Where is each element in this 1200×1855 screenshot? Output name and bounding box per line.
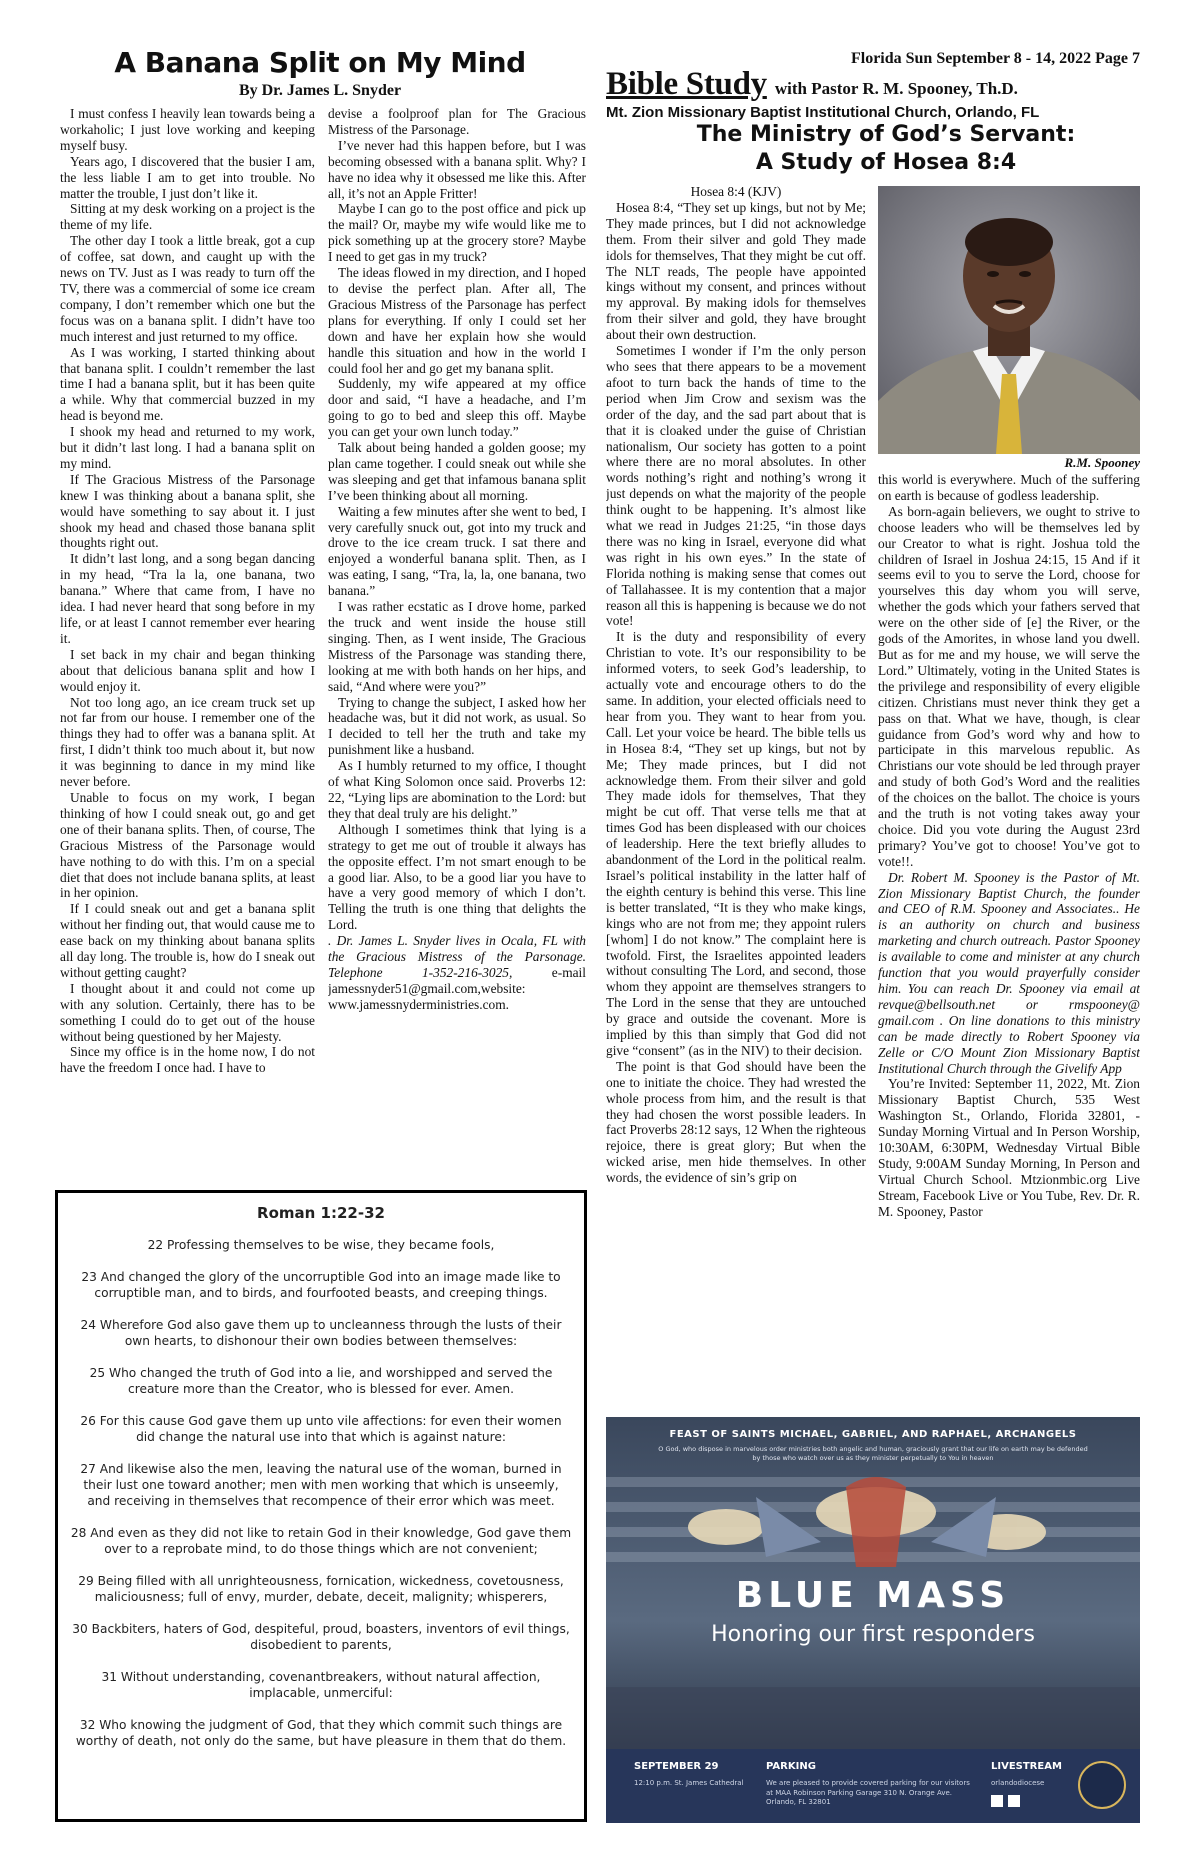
ad-parking-label: PARKING — [766, 1761, 816, 1772]
pastor-photo — [878, 186, 1140, 454]
blue-mass-advertisement — [606, 1417, 1140, 1823]
paragraph: Sitting at my desk working on a project is the theme of my life. — [60, 201, 315, 233]
verse: 32 Who knowing the judgment of God, that they which commit such things are worthy of death, not only do the same, but have pleasure in them that do them. — [75, 1718, 567, 1748]
verse: 29 Being filled with all unrighteousness, fornication, wickedness, covetousness, maliciousness; full of envy, murder, debate, deceit, malignity; whisperers, — [78, 1574, 564, 1604]
scripture-heading: Hosea 8:4 (KJV) — [690, 184, 782, 199]
article-column-2 — [328, 106, 586, 1181]
paragraph: If The Gracious Mistress of the Parsonage knew I was thinking about a banana split, she would have something to say about it. I just shook my head and chased those banana split thoughts right out. — [60, 471, 315, 551]
author-contact: e-mail jamessnyder51@gmail.com,website: www.jamessnyderministries.com. — [328, 964, 586, 1012]
paragraph: Although I sometimes think that lying is a strategy to get me out of trouble it always has the opposite effect. I’m not smart enough to be a good liar. Also, to be a good liar you have to have a very good memory of which I don’t. Telling the truth is one thing that delights the Lord. — [328, 821, 586, 933]
ad-date-detail: 12:10 p.m. St. James Cathedral — [634, 1779, 744, 1787]
church-name: Mt. Zion Missionary Baptist Institutional Church, Orlando, FL — [606, 104, 1040, 121]
paragraph: Unable to focus on my work, I began thinking of how I could sneak out, go and get one of their banana splits. Then, of course, The Gracious Mistress of the Parsonage would have nothing to do with this. I’m on a special diet that does not include banana splits, at least in her opinion. — [60, 789, 315, 901]
paragraph: As I humbly returned to my office, I thought of what King Solomon once said. Proverbs 12: 22, “Lying lips are abomination to the Lord: but they that deal truly are his delight.” — [328, 758, 586, 821]
author-bio — [328, 933, 586, 1013]
paragraph: Hosea 8:4, “They set up kings, but not by Me; They made princes, but I did not acknowledge them. From their silver and gold They made idols for themselves, That they might be cut off. The NLT reads, The people have appointed kings without my consent, and princes without my approval. By making idols for themselves from their silver and gold, they have brought about their own destruction. — [606, 199, 866, 343]
verse: 27 And likewise also the men, leaving the natural use of the woman, burned in their lust one toward another; men with men working that which is unseemly, and receiving in themselves that recompence of their error which was meet. — [80, 1462, 562, 1508]
column-header — [606, 66, 1166, 103]
verse: 31 Without understanding, covenantbreakers, without natural affection, implacable, unmerciful: — [101, 1670, 541, 1700]
paragraph: As born-again believers, we ought to strive to choose leaders who will be themselves led by our Creator to what is right. Joshua told the children of Israel in Joshua 24:15, 15 And if it seems evil to you to serve the Lord, choose for yourselves this day whom you will serve, whether the gods which your fathers served that were on the other side of [e] the River, or the gods of the Amorites, in whose land you dwell. But as for me and my house, we will serve the Lord.” Ultimately, voting in the United States is the privilege and responsibility of every eligible citizen. Christians must never think they get a pass on that. What we have, though, is clear guidance from God’s word why and how to participate in this marvelous republic. As Christians our vote should be led through prayer and study of both God’s Word and the realities of the choices on the ballot. The choice is yours and the truth is not voting takes away your choice. Did you vote during the August 23rd primary? You’ve got to choose! You’ve got to vote!!. — [878, 503, 1140, 869]
paragraph: Not too long ago, an ice cream truck set up not far from our house. I remember one of the things they had to offer was a banana split. At first, I didn’t think too much about it, but now it was beginning to dance in my mind like never before. — [60, 694, 315, 790]
ad-livestream-detail: orlandodiocese — [991, 1779, 1045, 1787]
paragraph: Waiting a few minutes after she went to bed, I very carefully snuck out, got into my truck and drove to the ice cream truck. I sat there and enjoyed a wonderful banana split. Then, as I was eating, I sang, “Tra, la, la, one banana, two banana.” — [328, 503, 586, 599]
paragraph: I thought about it and could not come up with any solution. Certainly, there has to be something I could do to get out of the house without being questioned by her Majesty. — [60, 980, 315, 1044]
verse: 28 And even as they did not like to retain God in their knowledge, God gave them over to a reprobate mind, to do those things which are not convenient; — [70, 1526, 572, 1556]
paragraph: The ideas flowed in my direction, and I hoped to devise the perfect plan. After all, The Gracious Mistress of the Parsonage has perfect plans for everything. If only I could set her down and have her explain how she would handle this situation and how in the world I could fool her and go get my banana split. — [328, 265, 586, 376]
study-subtitle: A Study of Hosea 8:4 — [755, 150, 1017, 175]
column-title: Bible Study — [606, 66, 767, 102]
pastor-bio: Dr. Robert M. Spooney is the Pastor of Mt. Zion Missionary Baptist Church, the founder and CEO of R.M. Spooney and Associates.. He is an authority on church and business marketing and church outreach. Pastor Spooney is available to come and minister at any church function that you would prayerfully consider him. You can reach Dr. Spooney via email at revque@bellsouth.net or rmspooney@ gmail.com . On line donations to this ministry can be made directly to Robert Spooney via Zelle or C/O Mount Zion Missionary Baptist Institutional Church through the Givelify App — [878, 869, 1140, 1076]
facebook-icon — [1008, 1795, 1020, 1807]
paragraph: I shook my head and returned to my work, but it didn’t last long. I had a banana split on my mind. — [60, 424, 315, 471]
paragraph: It didn’t last long, and a song began dancing in my head, “Tra la la, one banana, two banana.” Where that came from, I have no idea. I had never heard that song before in my life, or at least I cannot remember ever hearing it. — [60, 551, 315, 646]
ad-tagline: Honoring our first responders — [711, 1622, 1035, 1647]
verse: 25 Who changed the truth of God into a lie, and worshipped and served the creature more than the Creator, who is blessed for ever. Amen. — [89, 1366, 553, 1396]
paragraph: devise a foolproof plan for The Gracious Mistress of the Parsonage. — [328, 106, 586, 137]
paragraph: Since my office is in the home now, I do not have the freedom I once had. I have to — [60, 1044, 315, 1076]
verse: 24 Wherefore God also gave them up to uncleanness through the lusts of their own hearts, to dishonour their own bodies between themselves: — [80, 1318, 562, 1348]
verse: 22 Professing themselves to be wise, they became fools, — [147, 1238, 495, 1252]
paragraph: I set back in my chair and began thinking about that delicious banana split and how I would enjoy it. — [60, 646, 315, 694]
verse: 26 For this cause God gave them up unto vile affections: for even their women did change the natural use into that which is against nature: — [80, 1414, 562, 1444]
paragraph: I must confess I heavily lean towards being a workaholic; I just love working and keeping myself busy. — [60, 106, 315, 153]
study-title: The Ministry of God’s Servant: — [696, 122, 1076, 147]
paragraph: I was rather ecstatic as I drove home, parked the truck and went inside the house still singing. Then, as I went inside, The Gracious Mistress of the Parsonage was standing there, looking at me with both hands on her hips, and said, “And where were you?” — [328, 599, 586, 694]
pastor-portrait-illustration — [878, 186, 1140, 454]
study-column-2 — [878, 472, 1140, 1407]
photo-caption: R.M. Spooney — [1064, 455, 1140, 470]
scripture-box-title: Roman 1:22-32 — [257, 1204, 385, 1222]
paragraph: If I could sneak out and get a banana split without her finding out, that would cause me to ease back on my thinking about banana splits all day long. The trouble is, how do I sneak out without getting caught? — [60, 901, 315, 980]
page-header: Florida Sun September 8 - 14, 2022 Page 7 — [850, 50, 1140, 67]
paragraph: Trying to change the subject, I asked how her headache was, but it did not work, as usual. So I decided to tell her the truth and take my punishment like a husband. — [328, 694, 586, 758]
author-bio-italic: . Dr. James L. Snyder lives in Ocala, FL with the Gracious Mistress of the Parsonage. Telephone 1-352-216-3025, — [328, 933, 586, 980]
paragraph: Suddenly, my wife appeared at my office door and said, “I have a headache, and I’m going to go to bed and sleep this off. Maybe you can get your own lunch today.” — [328, 376, 586, 440]
paragraph: I’ve never had this happen before, but I was becoming obsessed with a banana split. Why? I have no idea why it obsessed me like this. After all, it’s not an Apple Fritter! — [328, 137, 586, 201]
paragraph: Talk about being handed a golden goose; my plan came together. I could sneak out while she was sleeping and get that infamous banana split I’ve been thinking about all morning. — [328, 440, 586, 503]
study-column-1 — [606, 184, 866, 1409]
youtube-icon — [991, 1795, 1003, 1807]
paragraph: As I was working, I started thinking about that banana split. I couldn’t remember the last time I had a banana split, but it has been quite a while. Why that commercial buzzed in my head is beyond me. — [60, 344, 315, 424]
scripture-box — [55, 1190, 587, 1822]
verse: 30 Backbiters, haters of God, despiteful, proud, boasters, inventors of evil things, disobedient to parents, — [72, 1622, 570, 1652]
paragraph: Maybe I can go to the post office and pick up the mail? Or, maybe my wife would like me to pick something up at the grocery store? Maybe I need to get gas in my truck? — [328, 201, 586, 265]
verse: 23 And changed the glory of the uncorruptible God into an image made like to corruptible man, and to birds, and fourfooted beasts, and creeping things. — [81, 1270, 561, 1300]
paragraph: Sometimes I wonder if I’m the only person who sees that there appears to be a movement afoot to turn back the hands of time to the period when Jim Crow and sexism was the order of the day, and the sad part about that is that it is cloaked under the guise of Christian nationalism, Our society has gotten to a point where there are no moral absolutes. In other words nothing’s right and nothing’s wrong it just depends on what the majority of the people think ought to be happening. It’s almost like what we read in Judges 21:25, “in those days there was no king in Israel, everyone did what was right in his own eyes.” In the state of Florida nothing is making sense that comes out of Tallahassee. It is my contention that a major reason all this is happening is because we do not vote! — [606, 343, 866, 629]
column-author: with Pastor R. M. Spooney, Th.D. — [774, 79, 1018, 98]
article-column-1 — [60, 106, 315, 1181]
paragraph: this world is everywhere. Much of the suffering on earth is because of godless leadership. — [878, 472, 1140, 503]
paragraph: The point is that God should have been the one to initiate the choice. They had wrested the whole process from him, and the result is that they had chosen the worst possible leaders. In fact Proverbs 28:12 says, 12 When the righteous rejoice, there is great glory; But when the wicked arise, men hide themselves. In other words, the evidence of sin’s grip on — [606, 1058, 866, 1186]
ad-parking-detail: We are pleased to provide covered parking for our visitors at MAA Robinson Parking Garage 310 N. Orange Ave. Orlando, FL 32801 — [766, 1779, 970, 1806]
diocese-seal-icon — [1078, 1761, 1126, 1809]
paragraph: It is the duty and responsibility of every Christian to vote. It’s our responsibility to be informed voters, to seek God’s leadership, to actually vote and encourage others to do the same. In addition, your elected officials need to hear from you. They want to hear from you. Call. Let your voice be heard. The bible tells us in Hosea 8:4, “They set up kings, but not by Me; They made princes, but I did not acknowledge them. From their silver and gold They made idols for themselves, That they might be cut off. That verse tells me that at times God has been displeased with our choices of leadership. Here the text briefly alludes to abandonment of the Lord in the political realm. Israel’s political instability in the latter half of the eighth century is behind this verse. This line is better translated, “It is they who make kings, kings who are not from me; they appoint rulers [whom] I do not know.” The complaint here is twofold. First, the Israelites appointed leaders without consulting The Lord, and second, those whom they appoint are themselves strangers to The Lord in the sense that they are untouched by grace and outside the covenant. More is implied by this than simply that God did not give “consent” (as in the NIV) to their decision. — [606, 629, 866, 1058]
article-byline: By Dr. James L. Snyder — [238, 82, 402, 99]
ad-title: FEAST OF SAINTS MICHAEL, GABRIEL, AND RAPHAEL, ARCHANGELS — [669, 1429, 1077, 1440]
ad-headline: BLUE MASS — [735, 1575, 1011, 1616]
paragraph: Years ago, I discovered that the busier I am, the less liable I am to get into trouble. No matter the trouble, I just don’t like it. — [60, 153, 315, 201]
service-invitation: You’re Invited: September 11, 2022, Mt. Zion Missionary Baptist Church, 535 West Washington St., Orlando, Florida 32801, - Sunday Morning Virtual and In Person Worship, 10:30AM, 6:30PM, Wednesday Virtual Bible Study, 9:00AM Sunday Morning, In Person and Virtual Church School. Mtzionmbic.org Live Stream, Facebook Live or You Tube, Rev. Dr. R. M. Spooney, Pastor — [878, 1076, 1140, 1219]
ad-info-bar — [606, 1749, 1140, 1823]
paragraph: The other day I took a little break, got a cup of coffee, sat down, and caught up with the news on TV. Just as I was ready to turn off the TV, there was a commercial of some ice cream company, I don’t remember which one but the focus was on a banana split. I didn’t have too much interest and just returned to my office. — [60, 233, 315, 344]
ad-date-label: SEPTEMBER 29 — [634, 1761, 719, 1772]
article-title: A Banana Split on My Mind — [114, 46, 526, 79]
ad-prayer: O God, who dispose in marvelous order ministries both angelic and human, graciously grant that our life on earth may be defended by those who watch over us as they minister perpetually to You in heaven — [658, 1445, 1088, 1462]
ad-livestream-label: LIVESTREAM — [991, 1761, 1062, 1772]
